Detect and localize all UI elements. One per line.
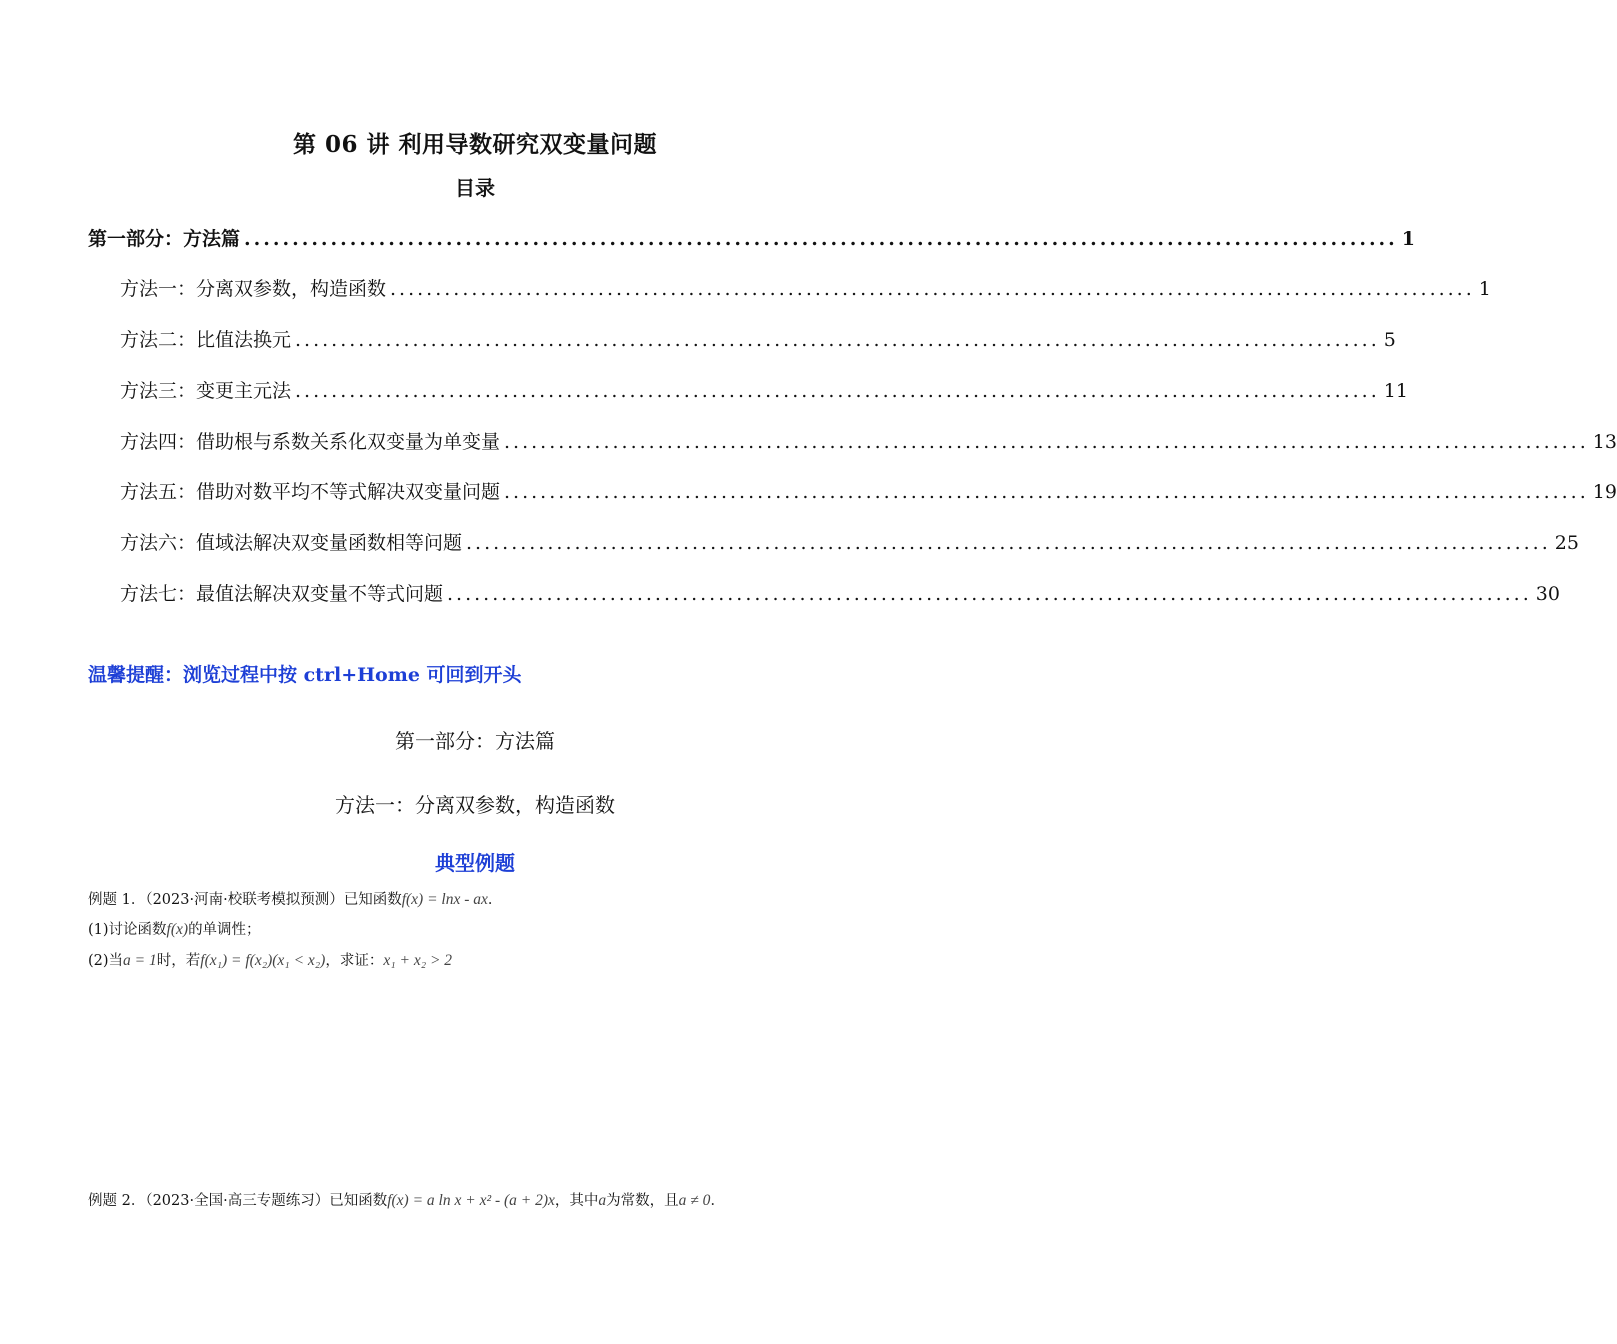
- example-1-question-2: (2)当a = 1时，若f(x₁) = f(x₂)(x₁ < x₂)，求证：x₁ + x₂ > 2: [88, 952, 453, 969]
- toc-entry-label: 方法三：变更主元法: [120, 380, 292, 402]
- toc-entry-label: 方法四：借助根与系数关系化双变量为单变量: [120, 431, 501, 453]
- toc-entry-label: 方法七：最值法解决双变量不等式问题: [120, 583, 444, 605]
- toc-dot-leader: ........................................................................................................................: [390, 278, 1475, 300]
- example-1-source: 例题 1．（2023·河南·校联考模拟预测）已知函数: [88, 892, 402, 908]
- example-1-period: ．: [487, 892, 503, 908]
- document-title: 第 06 讲 利用导数研究双变量问题: [292, 131, 658, 158]
- toc-entry-method-7[interactable]: [120, 579, 1560, 606]
- toc-entry-page: 25: [1554, 532, 1579, 554]
- example-1-intro: [88, 888, 502, 909]
- example-1-q1-function: f(x): [166, 921, 189, 938]
- navigation-reminder: 温馨提醒：浏览过程中按 ctrl+Home 可回到开头: [88, 664, 522, 686]
- toc-entry-page: 19: [1592, 481, 1617, 503]
- example-1-q2-equation: f(x₁) = f(x₂)(x₁ < x₂): [200, 952, 326, 969]
- toc-entry-label: 第一部分：方法篇: [88, 228, 241, 250]
- example-2-condition: a ≠ 0: [678, 1192, 711, 1209]
- toc-dot-leader: ........................................................................................................................: [466, 532, 1551, 554]
- toc-dot-leader: ........................................................................................................................: [504, 481, 1589, 503]
- example-1-q2-condition: a = 1: [123, 952, 157, 969]
- toc-entry-method-1[interactable]: [120, 274, 1491, 301]
- toc-heading: 目录: [455, 176, 495, 200]
- toc-entry-part-1[interactable]: [88, 224, 1416, 251]
- toc-entry-page: 1: [1401, 228, 1416, 250]
- toc-entry-page: 13: [1592, 431, 1617, 453]
- toc-entry-method-4[interactable]: [120, 427, 1617, 454]
- toc-dot-leader: ........................................................................................................................: [244, 228, 1398, 250]
- toc-entry-page: 5: [1383, 329, 1396, 351]
- toc-entry-page: 11: [1383, 380, 1408, 402]
- example-1-q2-goal: x₁ + x₂ > 2: [383, 952, 453, 969]
- toc-dot-leader: ........................................................................................................................: [295, 329, 1380, 351]
- toc-dot-leader: ........................................................................................................................: [447, 583, 1532, 605]
- example-1-question-1: (1)讨论函数f(x)的单调性；: [88, 921, 261, 938]
- toc-entry-label: 方法五：借助对数平均不等式解决双变量问题: [120, 481, 501, 503]
- toc-entry-method-3[interactable]: [120, 376, 1408, 403]
- toc-dot-leader: ........................................................................................................................: [504, 431, 1589, 453]
- part-heading: 第一部分：方法篇: [395, 729, 555, 753]
- example-2-source: 例题 2．（2023·全国·高三专题练习）已知函数: [88, 1193, 388, 1209]
- toc-entry-label: 方法二：比值法换元: [120, 329, 292, 351]
- toc-entry-method-5[interactable]: [120, 477, 1617, 504]
- method-heading: 方法一：分离双参数，构造函数: [335, 793, 615, 817]
- toc-entry-method-2[interactable]: [120, 325, 1396, 352]
- toc-dot-leader: ........................................................................................................................: [295, 380, 1380, 402]
- example-2-intro: 例题 2．（2023·全国·高三专题练习）已知函数f(x) = a ln x + x² - (a + 2)x，其中a为常数，且a ≠ 0．: [88, 1192, 725, 1209]
- example-2-variable: a: [598, 1192, 607, 1209]
- example-1-function: f(x) = lnx - ax: [401, 891, 488, 908]
- toc-entry-page: 1: [1478, 278, 1491, 300]
- toc-entry-label: 方法一：分离双参数，构造函数: [120, 278, 387, 300]
- typical-examples-heading: 典型例题: [435, 851, 515, 875]
- toc-entry-page: 30: [1535, 583, 1560, 605]
- example-2-function: f(x) = a ln x + x² - (a + 2)x: [387, 1192, 555, 1209]
- toc-entry-method-6[interactable]: [120, 528, 1579, 555]
- toc-entry-label: 方法六：值域法解决双变量函数相等问题: [120, 532, 463, 554]
